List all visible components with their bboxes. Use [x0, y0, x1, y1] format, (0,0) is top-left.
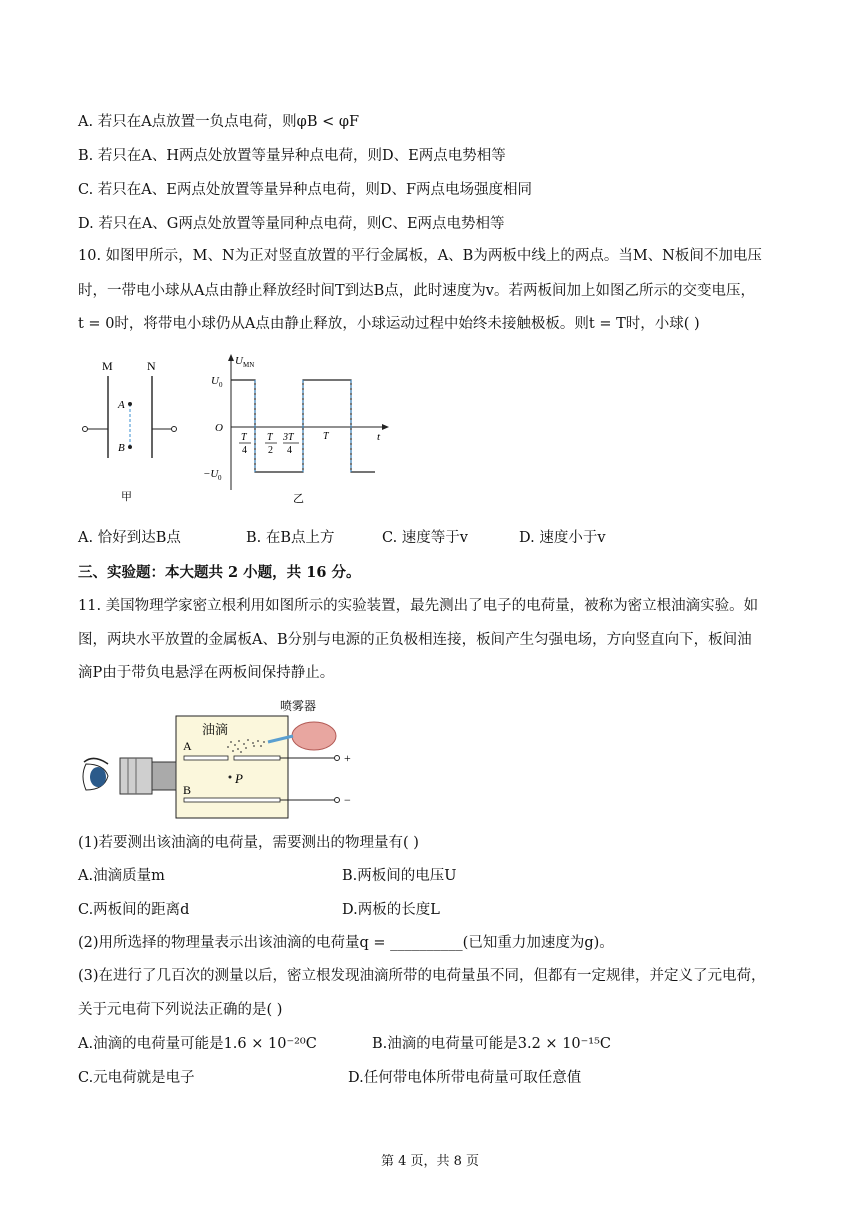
oil-drop-p [229, 776, 232, 779]
q9-option-b: B. 若只在A、H两点处放置等量异种点电荷，则D、E两点电势相等 [78, 148, 506, 164]
plate-b-label: B [183, 783, 192, 797]
plate-a-label: A [183, 739, 192, 753]
tick-t4-den: 4 [242, 445, 247, 456]
u-axis-label: U [235, 355, 243, 367]
caption-yi: 乙 [293, 493, 304, 505]
plate-a-right [234, 756, 280, 760]
tick-3t4-den: 4 [287, 445, 292, 456]
plate-a-left [184, 756, 228, 760]
terminal-minus [335, 798, 340, 803]
tick-t: T [323, 431, 329, 442]
section-3-heading: 三、实验题：本大题共 2 小题，共 16 分。 [78, 564, 361, 581]
t-axis-label: t [377, 431, 381, 443]
terminal-n [172, 427, 177, 432]
figure-yi [205, 350, 395, 510]
figure-jia [78, 350, 188, 510]
page-footer: 第 4 页，共 8 页 [380, 1154, 480, 1169]
q11-part3-option-a: A.油滴的电荷量可能是1.6 × 10⁻²⁰C [78, 1036, 317, 1052]
label-a: A [118, 399, 125, 411]
neg-u0-subscript: 0 [218, 474, 222, 482]
q10-option-b: B. 在B点上方 [246, 530, 335, 546]
q9-option-a: A. 若只在A点放置一负点电荷，则φB < φF [78, 114, 360, 130]
q11-part1: (1)若要测出该油滴的电荷量，需要测出的物理量有( ) [78, 835, 419, 851]
q9-option-d: D. 若只在A、G两点处放置等量同种点电荷，则C、E两点电势相等 [78, 216, 505, 232]
tick-3t4-num: 3T [283, 432, 294, 443]
tick-t4-num: T [241, 432, 247, 443]
plate-b [184, 798, 280, 802]
p-label: P [235, 771, 243, 786]
q10-text-line-2: 时，一带电小球从A点由静止释放经时间T到达B点，此时速度为v。若两板间加上如图乙所示的交变电压， [78, 283, 755, 299]
q11-text-line-2: 图，两块水平放置的金属板A、B分别与电源的正负极相连接，板间产生匀强电场，方向竖直向下，板间油 [78, 632, 752, 648]
tick-t2-num: T [267, 432, 273, 443]
caption-jia: 甲 [121, 491, 132, 503]
origin-label: O [215, 422, 223, 434]
sprayer-bulb [292, 722, 336, 750]
sprayer-label: 喷雾器 [280, 699, 317, 713]
u0-subscript: 0 [219, 381, 223, 389]
terminal-plus [335, 756, 340, 761]
q11-text-line-1: 11. 美国物理学家密立根利用如图所示的实验装置，最先测出了电子的电荷量，被称为密立根油滴实验。如 [78, 598, 759, 614]
u0-label: U [211, 375, 219, 387]
q10-option-a: A. 恰好到达B点 [78, 530, 181, 546]
q11-part1-option-b: B.两板间的电压U [342, 868, 457, 884]
u-axis-arrow [228, 354, 234, 361]
q11-part3-option-b: B.油滴的电荷量可能是3.2 × 10⁻¹⁵C [372, 1036, 612, 1052]
point-b [128, 445, 132, 449]
q11-part2: (2)用所选择的物理量表示出该油滴的电荷量q = __________(已知重力加速度为g)。 [78, 935, 614, 951]
q10-text-line-3: t = 0时，将带电小球仍从A点由静止释放，小球运动过程中始终未接触极板。则t = T时，小球( ) [78, 316, 700, 332]
q11-part3-line-2: 关于元电荷下列说法正确的是( ) [78, 1002, 283, 1018]
microscope-tube [152, 762, 176, 790]
neg-u0-label: −U [203, 468, 219, 480]
oil-drop-label: 油滴 [202, 722, 229, 737]
millikan-apparatus-figure [78, 694, 378, 824]
q10-text-line-1: 10. 如图甲所示，M、N为正对竖直放置的平行金属板，A、B为两板中线上的两点。当M、N板间不加电压 [78, 248, 762, 264]
label-n: N [147, 359, 156, 373]
q10-option-d: D. 速度小于v [519, 530, 606, 546]
eye-icon [83, 758, 108, 790]
q11-part1-option-d: D.两板的长度L [342, 902, 440, 918]
terminal-m [83, 427, 88, 432]
plus-label: + [344, 751, 351, 765]
q9-option-c: C. 若只在A、E两点处放置等量异种点电荷，则D、F两点电场强度相同 [78, 182, 533, 198]
tick-t2-den: 2 [268, 445, 273, 456]
q11-text-line-3: 滴P由于带负电悬浮在两板间保持静止。 [78, 665, 335, 681]
q11-part1-option-a: A.油滴质量m [78, 868, 165, 884]
q11-part3-option-c: C.元电荷就是电子 [78, 1070, 195, 1086]
q10-option-c: C. 速度等于v [382, 530, 468, 546]
chamber [176, 716, 288, 818]
minus-label: − [344, 793, 351, 807]
label-m: M [102, 359, 113, 373]
q11-part1-option-c: C.两板间的距离d [78, 902, 190, 918]
q11-part3-line-1: (3)在进行了几百次的测量以后，密立根发现油滴所带的电荷量虽不同，但都有一定规律，并定义了元电荷， [78, 968, 766, 984]
point-a [128, 402, 132, 406]
t-axis-arrow [382, 424, 389, 430]
q11-part3-option-d: D.任何带电体所带电荷量可取任意值 [348, 1070, 582, 1086]
label-b: B [118, 442, 125, 454]
u-axis-subscript: MN [243, 361, 255, 369]
